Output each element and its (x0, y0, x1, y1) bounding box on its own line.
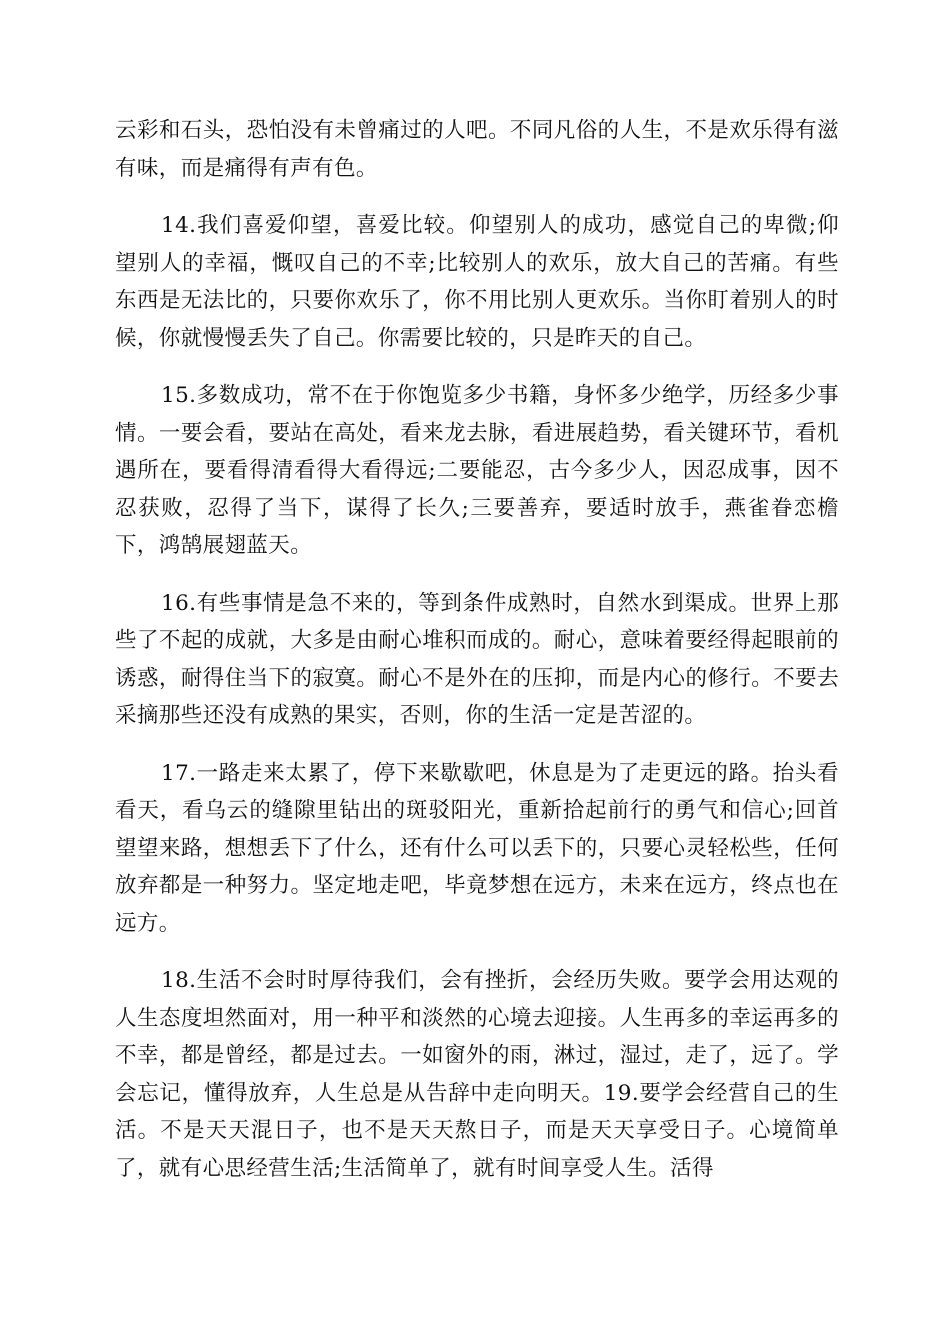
paragraph-continuation: 云彩和石头，恐怕没有未曾痛过的人吧。不同凡俗的人生，不是欢乐得有滋有味，而是痛得有声有色。 (115, 118, 839, 181)
document-body (115, 112, 839, 1207)
paragraph-16: 16.有些事情是急不来的，等到条件成熟时，自然水到渠成。世界上那些了不起的成就，大多是由耐心堆积而成的。耐心，意味着要经得起眼前的诱惑，耐得住当下的寂寞。耐心不是外在的压抑，而是内心的修行。不要去采摘那些还没有成熟的果实，否则，你的生活一定是苦涩的。 (115, 590, 839, 728)
paragraph-14: 14.我们喜爱仰望，喜爱比较。仰望别人的成功，感觉自己的卑微;仰望别人的幸福，慨叹自己的不幸;比较别人的欢乐，放大自己的苦痛。有些东西是无法比的，只要你欢乐了，你不用比别人更欢乐。当你盯着别人的时候，你就慢慢丢失了自己。你需要比较的，只是昨天的自己。 (115, 213, 839, 351)
paragraph-15: 15.多数成功，常不在于你饱览多少书籍，身怀多少绝学，历经多少事情。一要会看，要站在高处，看来龙去脉，看进展趋势，看关键环节，看机遇所在，要看得清看得大看得远;二要能忍，古今多少人，因忍成事，因不忍获败，忍得了当下，谋得了长久;三要善弃，要适时放手，燕雀眷恋檐下，鸿鹄展翅蓝天。 (115, 383, 839, 558)
paragraph-17: 17.一路走来太累了，停下来歇歇吧，休息是为了走更远的路。抬头看看天，看乌云的缝隙里钻出的斑驳阳光，重新拾起前行的勇气和信心;回首望望来路，想想丢下了什么，还有什么可以丢下的，只要心灵轻松些，任何放弃都是一种努力。坚定地走吧，毕竟梦想在远方，未来在远方，终点也在远方。 (115, 760, 839, 936)
paragraph-18: 18.生活不会时时厚待我们，会有挫折，会经历失败。要学会用达观的人生态度坦然面对，用一种平和淡然的心境去迎接。人生再多的幸运再多的不幸，都是曾经，都是过去。一如窗外的雨，淋过，湿过，走了，远了。学会忘记，懂得放弃，人生总是从告辞中走向明天。19.要学会经营自己的生活。不是天天混日子，也不是天天熬日子，而是天天享受日子。心境简单了，就有心思经营生活;生活简单了，就有时间享受人生。活得 (115, 968, 839, 1181)
